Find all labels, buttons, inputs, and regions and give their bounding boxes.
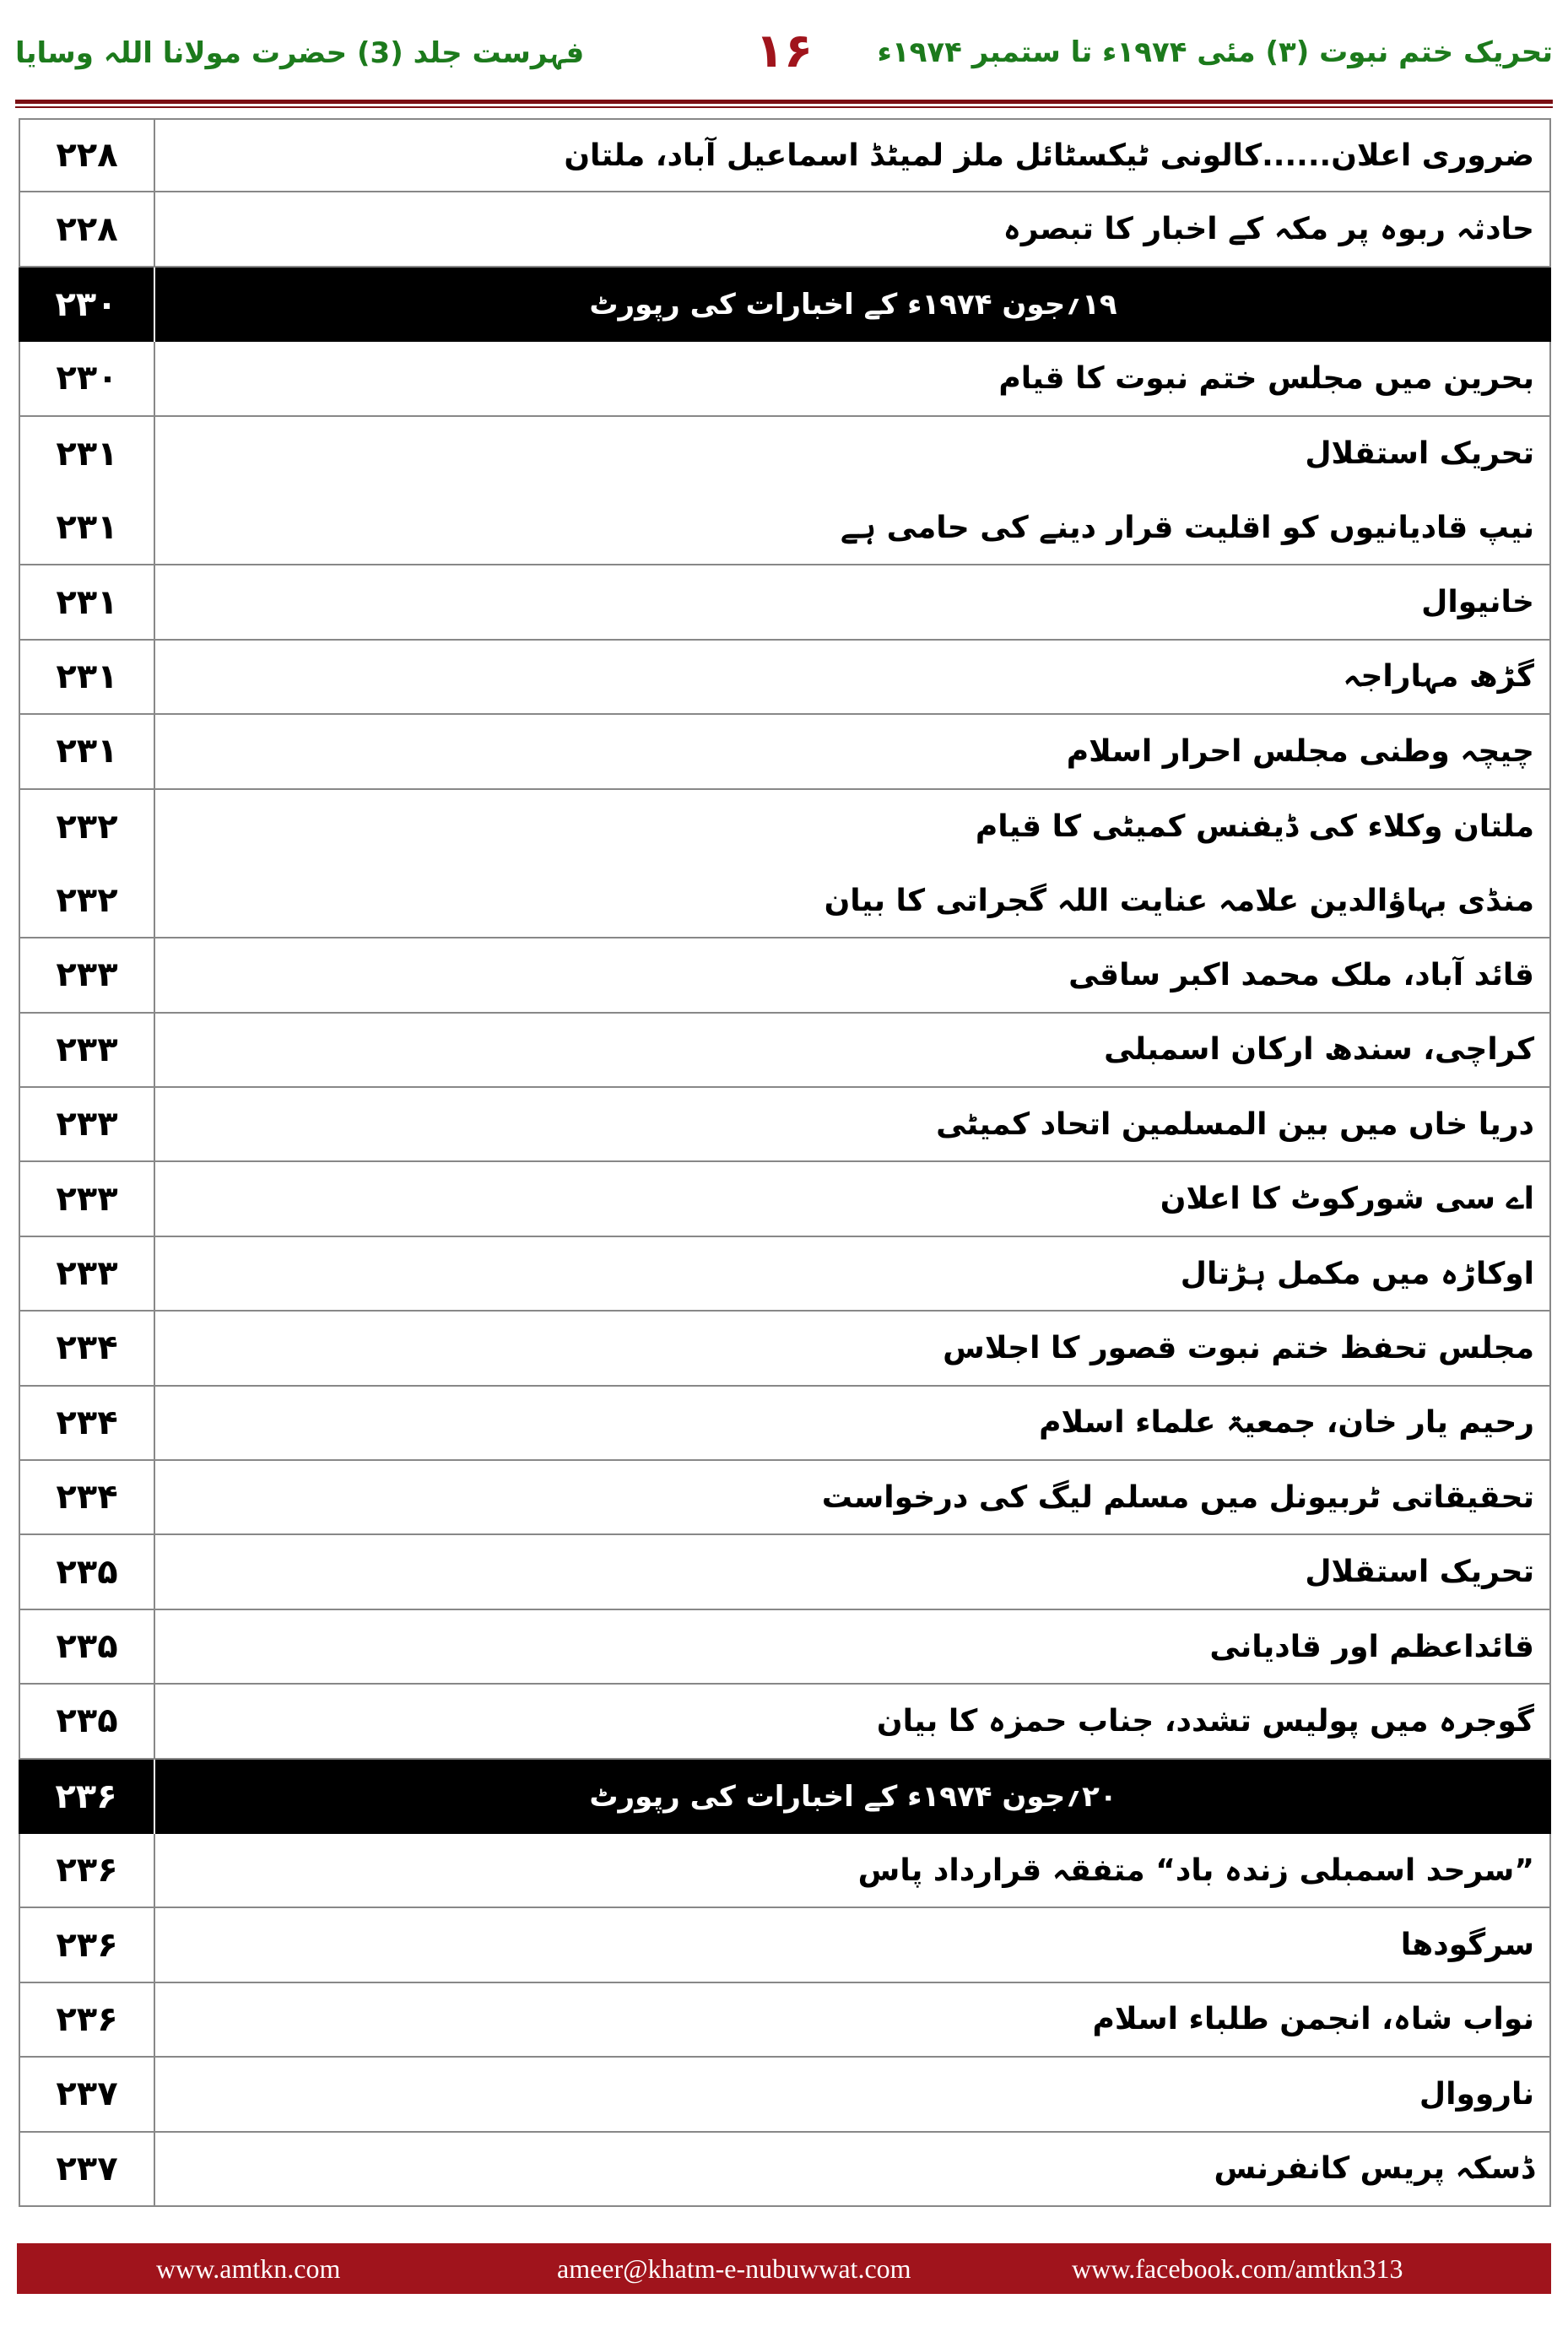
table-row (19, 1983, 1551, 2058)
entry-title: گڑھ مہاراجہ (155, 641, 1551, 715)
page-ref: ۲۳۷ (19, 2058, 155, 2132)
entry-title: گوجرہ میں پولیس تشدد، جناب حمزہ کا بیان (155, 1685, 1551, 1759)
page-ref: ۲۳۲ (19, 864, 155, 938)
header-divider-thin (15, 106, 1553, 108)
website-link[interactable]: www.amtkn.com (156, 2253, 341, 2284)
entry-title: اوکاڑہ میں مکمل ہڑتال (155, 1237, 1551, 1312)
table-row (19, 417, 1551, 491)
page-ref: ۲۳۵ (19, 1610, 155, 1685)
email-link[interactable]: ameer@khatm-e-nubuwwat.com (557, 2253, 911, 2284)
entry-title: ملتان وکلاء کی ڈیفنس کمیٹی کا قیام (155, 790, 1551, 864)
entry-title: تحقیقاتی ٹربیونل میں مسلم لیگ کی درخواست (155, 1461, 1551, 1535)
header-divider (15, 100, 1553, 104)
entry-title: قائداعظم اور قادیانی (155, 1610, 1551, 1685)
entry-title: رحیم یار خان، جمعیۃ علماء اسلام (155, 1387, 1551, 1461)
table-row (19, 1461, 1551, 1535)
table-row (19, 641, 1551, 715)
entry-title: نارووال (155, 2058, 1551, 2132)
contents-table (19, 118, 1551, 2207)
entry-title: کراچی، سندھ ارکان اسمبلی (155, 1014, 1551, 1088)
entry-title: نواب شاہ، انجمن طلباء اسلام (155, 1983, 1551, 2058)
book-title: تحریک ختم نبوت (۳) مئی ۱۹۷۴ء تا ستمبر ۱۹۷۴ء (877, 35, 1553, 69)
page-ref: ۲۲۸ (19, 192, 155, 267)
page-ref: ۲۳۲ (19, 790, 155, 864)
table-row (19, 715, 1551, 789)
entry-title: چیچہ وطنی مجلس احرار اسلام (155, 715, 1551, 789)
entry-title: اے سی شورکوٹ کا اعلان (155, 1162, 1551, 1236)
page-ref: ۲۲۸ (19, 118, 155, 192)
table-row (19, 864, 1551, 938)
table-row (19, 118, 1551, 192)
page-ref: ۲۳۱ (19, 417, 155, 491)
table-row (19, 1834, 1551, 1908)
entry-title: مجلس تحفظ ختم نبوت قصور کا اجلاس (155, 1312, 1551, 1386)
page-ref: ۲۳۶ (19, 1760, 155, 1834)
table-row (19, 1535, 1551, 1609)
entry-title: تحریک استقلال (155, 417, 1551, 491)
page-ref: ۲۳۴ (19, 1461, 155, 1535)
entry-title: حادثہ ربوہ پر مکہ کے اخبار کا تبصرہ (155, 192, 1551, 267)
entry-title: منڈی بہاؤالدین علامہ عنایت اللہ گجراتی کا بیان (155, 864, 1551, 938)
page-ref: ۲۳۶ (19, 1908, 155, 1982)
entry-title: دریا خاں میں بین المسلمین اتحاد کمیٹی (155, 1088, 1551, 1162)
table-row (19, 1685, 1551, 1759)
page-footer (17, 2243, 1551, 2294)
table-row (19, 1237, 1551, 1312)
section-heading-row (19, 1760, 1551, 1834)
page-ref: ۲۳۱ (19, 641, 155, 715)
section-heading-row (19, 268, 1551, 342)
facebook-link[interactable]: www.facebook.com/amtkn313 (1072, 2253, 1403, 2284)
page-ref: ۲۳۵ (19, 1535, 155, 1609)
page-ref: ۲۳۳ (19, 1237, 155, 1312)
table-row (19, 938, 1551, 1013)
entry-title: سرگودھا (155, 1908, 1551, 1982)
page-number: ۱۶ (754, 24, 814, 78)
table-row (19, 2058, 1551, 2132)
page-header (0, 0, 1568, 101)
table-row (19, 1610, 1551, 1685)
page-ref: ۲۳۱ (19, 565, 155, 640)
page-ref: ۲۳۳ (19, 1162, 155, 1236)
page-ref: ۲۳۰ (19, 268, 155, 342)
page-ref: ۲۳۳ (19, 938, 155, 1013)
volume-title: فہرست جلد (3) حضرت مولانا اللہ وسایا (15, 36, 585, 70)
page-ref: ۲۳۴ (19, 1387, 155, 1461)
table-row (19, 1014, 1551, 1088)
page-ref: ۲۳۷ (19, 2133, 155, 2207)
table-row (19, 192, 1551, 267)
entry-title: ڈسکہ پریس کانفرنس (155, 2133, 1551, 2207)
section-title: ۲۰؍جون ۱۹۷۴ء کے اخبارات کی رپورٹ (589, 1780, 1117, 1815)
page-ref: ۲۳۴ (19, 1312, 155, 1386)
table-row (19, 342, 1551, 416)
entry-title: ”سرحد اسمبلی زندہ باد“ متفقہ قرارداد پاس (155, 1834, 1551, 1908)
table-row (19, 2133, 1551, 2207)
entry-title: نیپ قادیانیوں کو اقلیت قرار دینے کی حامی ہے (155, 491, 1551, 565)
table-row (19, 1088, 1551, 1162)
page-ref: ۲۳۰ (19, 342, 155, 416)
page-ref: ۲۳۵ (19, 1685, 155, 1759)
entry-title: قائد آباد، ملک محمد اکبر ساقی (155, 938, 1551, 1013)
page-ref: ۲۳۱ (19, 491, 155, 565)
entry-title: تحریک استقلال (155, 1535, 1551, 1609)
entry-title: ضروری اعلان......کالونی ٹیکسٹائل ملز لمیٹڈ اسماعیل آباد، ملتان (155, 118, 1551, 192)
table-row (19, 1162, 1551, 1236)
page-ref: ۲۳۶ (19, 1834, 155, 1908)
section-title: ۱۹؍جون ۱۹۷۴ء کے اخبارات کی رپورٹ (589, 288, 1117, 322)
page-ref: ۲۳۶ (19, 1983, 155, 2058)
entry-title: خانیوال (155, 565, 1551, 640)
table-row (19, 565, 1551, 640)
table-row (19, 790, 1551, 864)
table-row (19, 1312, 1551, 1386)
table-row (19, 1387, 1551, 1461)
page-ref: ۲۳۳ (19, 1014, 155, 1088)
page-ref: ۲۳۳ (19, 1088, 155, 1162)
entry-title: بحرین میں مجلس ختم نبوت کا قیام (155, 342, 1551, 416)
page-ref: ۲۳۱ (19, 715, 155, 789)
table-row (19, 491, 1551, 565)
table-row (19, 1908, 1551, 1982)
